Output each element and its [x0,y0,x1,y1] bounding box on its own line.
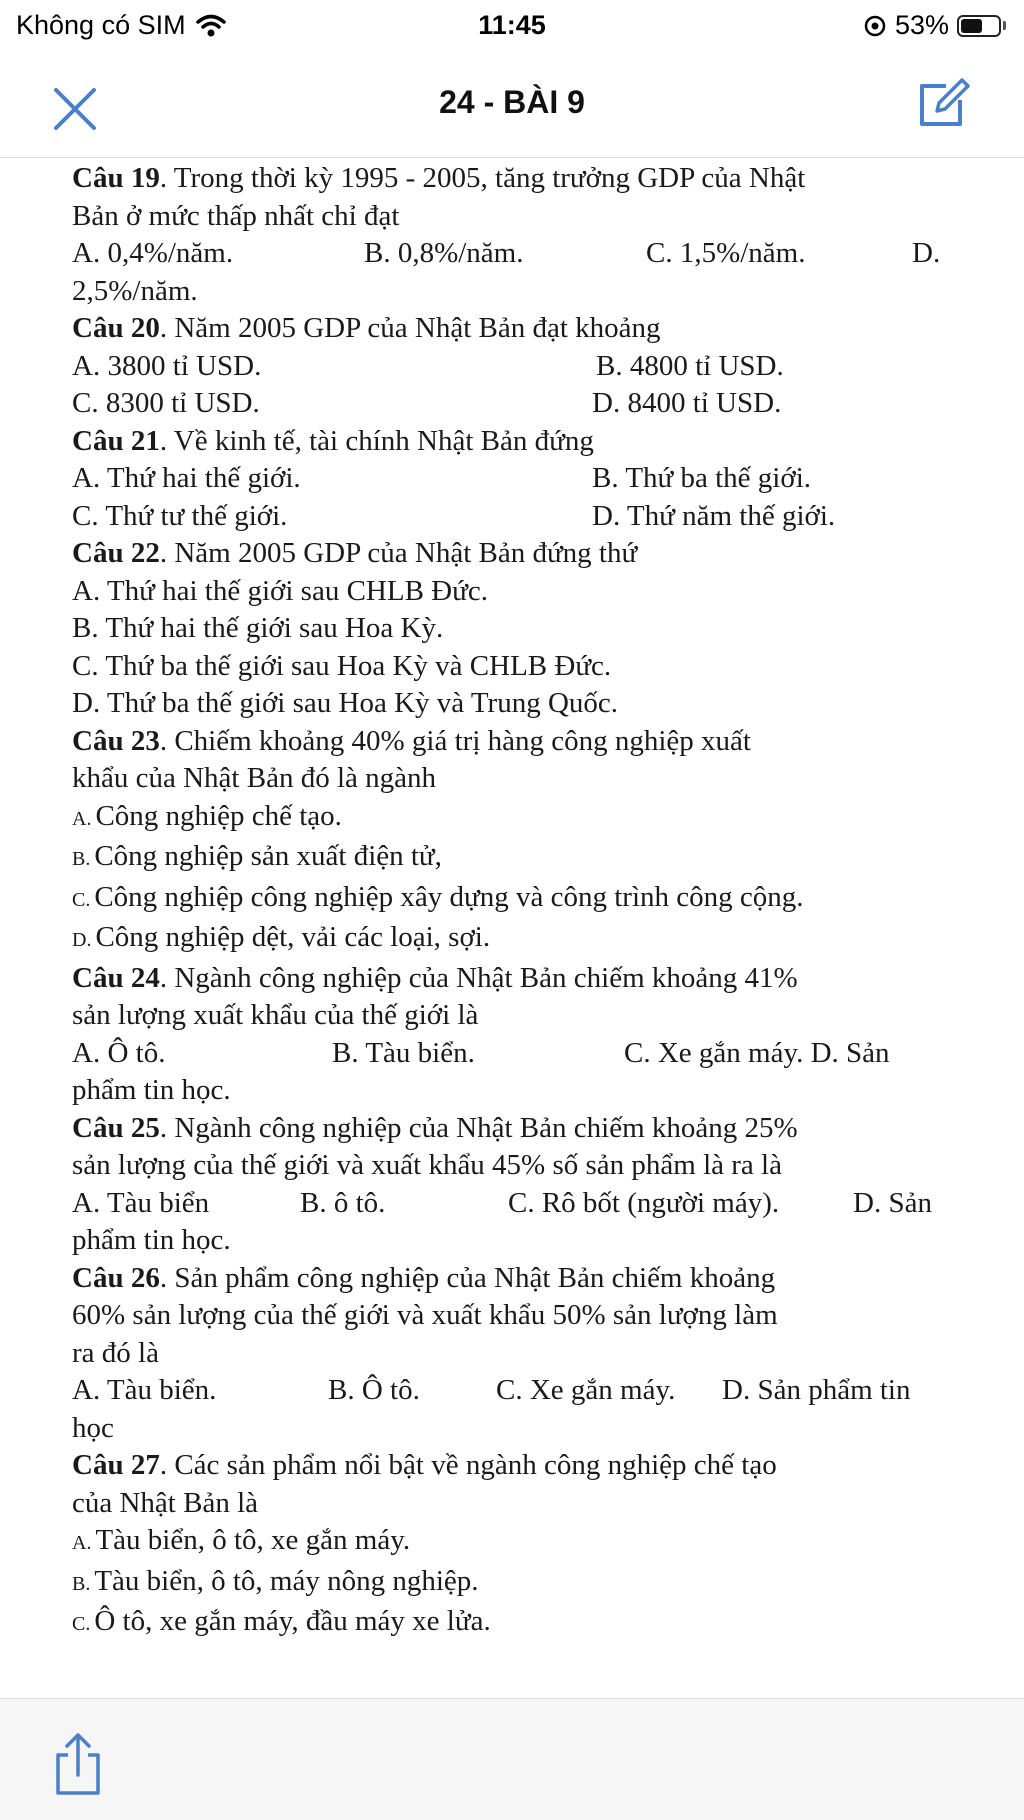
answer-c [72,879,952,920]
answer-c: C. Thứ ba thế giới sau Hoa Kỳ và CHLB Đức. [72,649,612,682]
answer-a: A. Thứ hai thế giới sau CHLB Đức. [72,574,488,607]
answer-d: D. 8400 tỉ USD. [592,387,782,419]
answer-text: Công nghiệp chế tạo. [95,799,342,832]
answer-c: C. Thứ tư thế giới. [72,499,288,532]
question-text: . Năm 2005 GDP của Nhật Bản đứng thứ [159,537,638,569]
document-viewer[interactable] [0,158,1024,1698]
question-text-line: sản lượng của thế giới và xuất khẩu 45% số sản phẩm là ra là [72,1149,782,1181]
answer-b [72,838,952,879]
share-icon [50,1731,106,1797]
share-button[interactable] [50,1731,106,1797]
answer-a [72,1522,952,1563]
question-label: Câu 20 [72,312,160,344]
answer-b [72,1563,952,1604]
answer-row [72,460,952,498]
question-25 [72,1110,952,1148]
question-19 [72,160,952,198]
page-title: 24 - BÀI 9 [439,84,585,120]
question-text-line: sản lượng xuất khẩu của thế giới là [72,999,479,1031]
answer-d: D. Thứ ba thế giới sau Hoa Kỳ và Trung Quốc. [72,687,619,719]
edit-icon [912,76,970,134]
question-text: . Trong thời kỳ 1995 - 2005, tăng trưởng GDP của Nhật [159,162,806,194]
question-label: Câu 19 [72,162,160,194]
answer-d-continued: học [72,1411,114,1444]
question-label: Câu 24 [72,961,160,994]
answer-d-continued: phẩm tin học. [72,1074,231,1106]
answer-a: A. Ô tô. [72,1036,166,1069]
question-label: Câu 21 [72,424,160,457]
answer-b: B. ô tô. [300,1186,386,1219]
answer-c [72,1603,952,1644]
document-page [72,160,952,1644]
question-20 [72,310,952,348]
battery-tip [1003,21,1006,30]
question-text-line: khẩu của Nhật Bản đó là ngành [72,762,437,794]
question-27 [72,1447,952,1485]
question-text-line: Bản ở mức thấp nhất chỉ đạt [72,199,400,232]
answer-row [72,1035,952,1073]
answer-d: D. Thứ năm thế giới. [592,499,836,532]
answer-d-continued: 2,5%/năm. [72,274,198,307]
answer-row [72,1372,952,1410]
question-text-line: của Nhật Bản là [72,1486,259,1519]
status-bar [0,0,1024,54]
answer-b: B. 4800 tỉ USD. [596,349,784,382]
answer-d: D. [912,237,941,269]
alarm-icon [863,14,887,38]
answer-b: B. Ô tô. [328,1374,420,1406]
answer-c: C. 8300 tỉ USD. [72,387,260,419]
answer-a: A. Thứ hai thế giới. [72,462,301,494]
question-label: Câu 26 [72,1261,160,1294]
answer-c: C. Rô bốt (người máy). [508,1186,780,1219]
answer-c: C. 1,5%/năm. [646,237,806,269]
question-label: Câu 27 [72,1449,160,1481]
answer-letter: B. [72,1572,91,1595]
edit-button[interactable] [912,76,970,134]
answer-row [72,348,952,386]
question-text: . Các sản phẩm nổi bật về ngành công nghiệp chế tạo [159,1449,777,1481]
answer-b: B. Tàu biển. [332,1036,475,1069]
answer-text: Công nghiệp công nghiệp xây dựng và công trình công cộng. [94,880,804,913]
answer-row [72,235,952,273]
status-right [863,10,1006,41]
answer-a: A. Tàu biển [72,1186,210,1219]
question-23 [72,723,952,761]
answer-row [72,1185,952,1223]
question-24 [72,960,952,998]
question-text: . Ngành công nghiệp của Nhật Bản chiếm khoảng 41% [159,961,798,994]
answer-d: D. Sản [853,1186,932,1219]
question-text: . Sản phẩm công nghiệp của Nhật Bản chiếm khoảng [159,1261,776,1294]
bottom-toolbar [0,1698,1024,1820]
answer-b: B. Thứ ba thế giới. [592,462,812,494]
answer-letter: A. [72,807,92,830]
answer-a: A. 3800 tỉ USD. [72,349,262,382]
question-text: . Năm 2005 GDP của Nhật Bản đạt khoảng [159,312,661,344]
answer-row [72,385,952,423]
question-text: . Chiếm khoảng 40% giá trị hàng công nghiệp xuất [159,724,751,757]
clock: 11:45 [478,10,546,40]
question-text: . Về kinh tế, tài chính Nhật Bản đứng [159,424,594,457]
nav-bar [0,54,1024,158]
answer-b: B. Thứ hai thế giới sau Hoa Kỳ. [72,612,444,644]
answer-a: A. 0,4%/năm. [72,237,234,269]
answer-b: B. 0,8%/năm. [364,237,524,269]
answer-text: Tàu biển, ô tô, máy nông nghiệp. [94,1564,479,1597]
answer-d [72,919,952,960]
question-text-line: 60% sản lượng của thế giới và xuất khẩu 50% sản lượng làm [72,1299,778,1331]
answer-a: A. Tàu biển. [72,1374,217,1406]
battery-icon [957,15,1001,37]
question-label: Câu 22 [72,537,160,569]
carrier-label: Không có SIM [16,10,186,40]
answer-c: C. Xe gắn máy. [496,1374,676,1406]
answer-letter: C. [72,1613,91,1635]
question-21 [72,423,952,461]
answer-text: Công nghiệp sản xuất điện tử, [94,840,442,872]
question-text: . Ngành công nghiệp của Nhật Bản chiếm khoảng 25% [159,1111,798,1144]
question-26 [72,1260,952,1298]
answer-letter: A. [72,1532,92,1554]
question-22 [72,535,952,573]
answer-text: Công nghiệp dệt, vải các loại, sợi. [95,921,491,953]
answer-letter: B. [72,848,91,870]
answer-d: D. Sản phẩm tin [722,1374,911,1406]
answer-letter: D. [72,929,92,951]
question-label: Câu 23 [72,724,160,757]
answer-text: Tàu biển, ô tô, xe gắn máy. [95,1524,411,1556]
answer-text: Ô tô, xe gắn máy, đầu máy xe lửa. [94,1605,491,1637]
answer-letter: C. [72,888,91,911]
question-label: Câu 25 [72,1111,160,1144]
answer-row [72,498,952,536]
battery-percent: 53% [894,10,949,40]
answer-d-continued: phẩm tin học. [72,1224,231,1256]
question-text-line: ra đó là [72,1336,159,1369]
answer-c-d: C. Xe gắn máy. D. Sản [624,1036,890,1069]
answer-a [72,798,952,839]
